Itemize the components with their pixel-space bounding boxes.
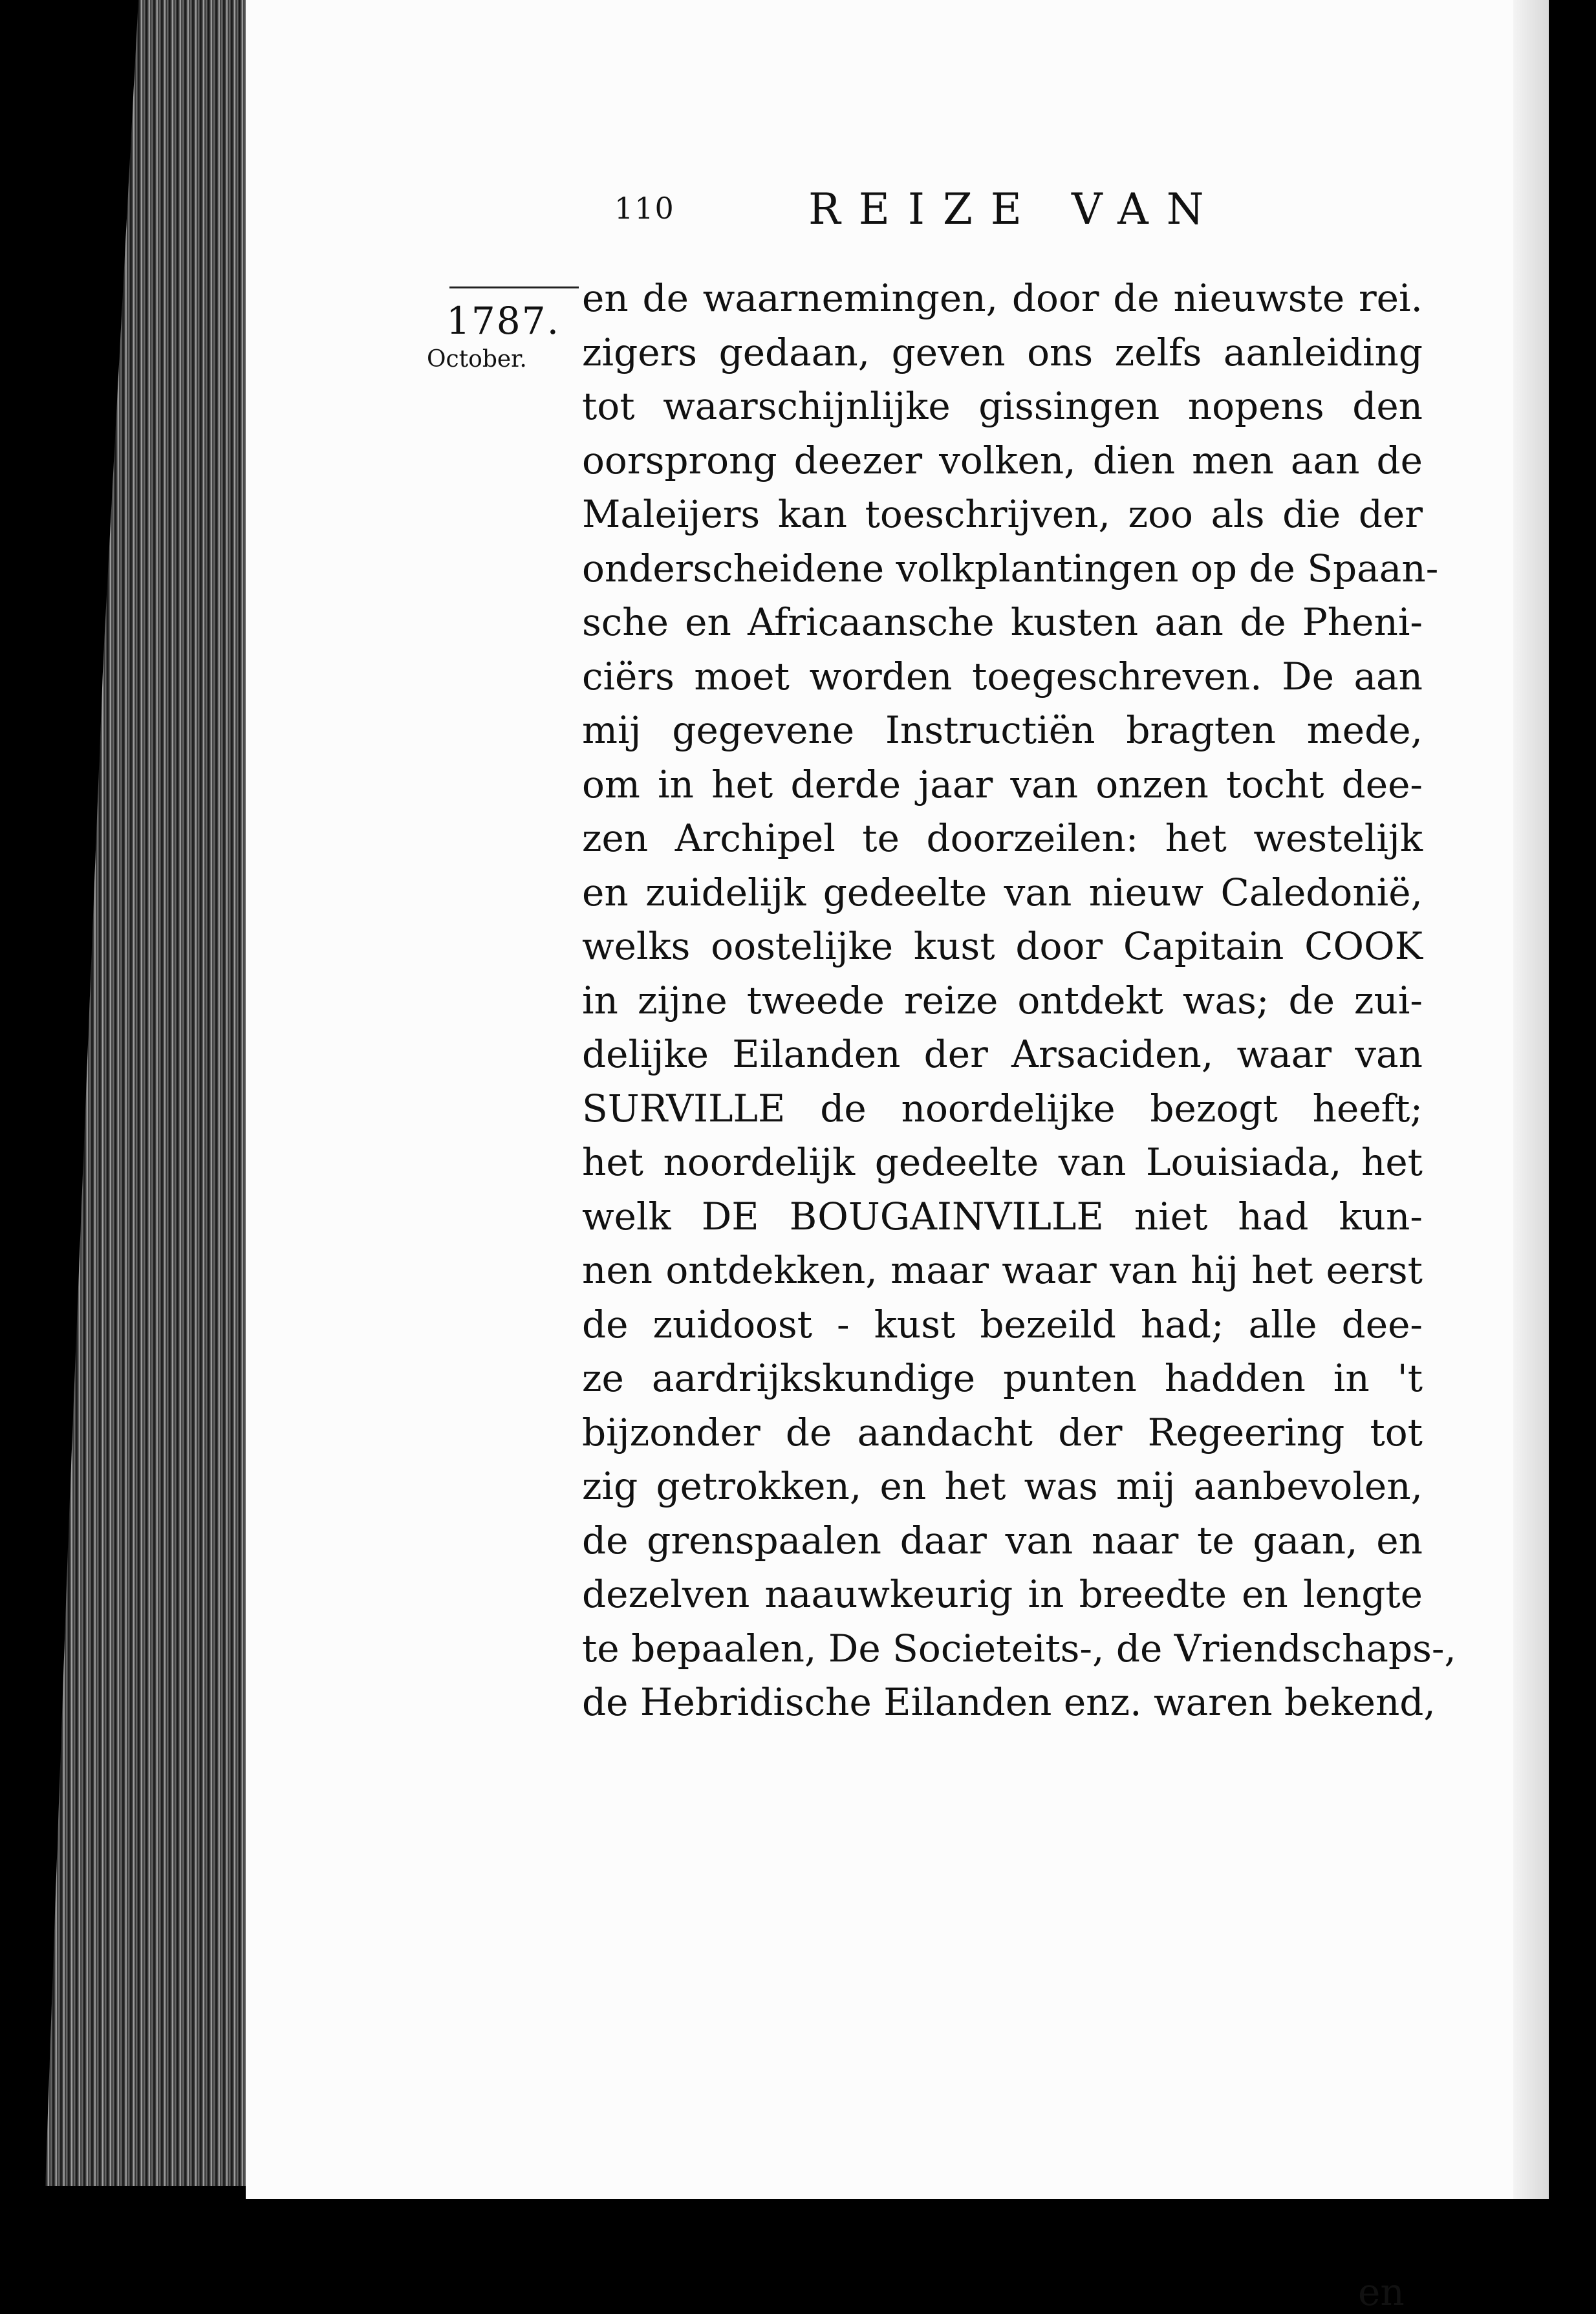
- text-line: te bepaalen, De Societeits-, de Vriendschaps-,: [582, 1626, 1456, 1671]
- text-line: tot waarschijnlijke gissingen nopens den: [582, 384, 1423, 428]
- text-line: zig getrokken, en het was mij aanbevolen,: [582, 1464, 1423, 1508]
- margin-note-year: 1787.: [446, 299, 561, 343]
- text-line: zen Archipel te doorzeilen: het westelijk: [582, 816, 1423, 860]
- text-line: nen ontdekken, maar waar van hij het eerst: [582, 1248, 1423, 1292]
- text-line: de zuidoost - kust bezeild had; alle dee-: [582, 1302, 1423, 1346]
- text-line: welks oostelijke kust door Capitain COOK: [582, 924, 1423, 968]
- catchword: en: [1358, 2270, 1405, 2314]
- margin-rule: [449, 287, 579, 288]
- text-line: en de waarnemingen, door de nieuwste rei.: [582, 276, 1423, 320]
- text-line: de grenspaalen daar van naar te gaan, en: [582, 1518, 1423, 1562]
- text-line: zigers gedaan, geven ons zelfs aanleiding: [582, 330, 1423, 374]
- margin-note-month: October.: [427, 346, 527, 373]
- text-line: bijzonder de aandacht der Regeering tot: [582, 1410, 1423, 1454]
- text-line: Maleijers kan toeschrijven, zoo als die der: [582, 492, 1423, 536]
- text-line: SURVILLE de noordelijke bezogt heeft;: [582, 1086, 1423, 1130]
- page-gutter: [1513, 0, 1549, 2231]
- scan-border-right: [1549, 0, 1596, 2297]
- text-line: dezelven naauwkeurig in breedte en lengte: [582, 1572, 1423, 1616]
- text-line: mij gegevene Instructiën bragten mede,: [582, 708, 1423, 752]
- text-line: in zijne tweede reize ontdekt was; de zui-: [582, 978, 1423, 1022]
- book-page-edges: [45, 0, 278, 2186]
- text-line: en zuidelijk gedeelte van nieuw Caledonië,: [582, 870, 1423, 914]
- text-line: delijke Eilanden der Arsaciden, waar van: [582, 1032, 1423, 1076]
- text-line: ze aardrijkskundige punten hadden in 't: [582, 1356, 1423, 1400]
- text-line: sche en Africaansche kusten aan de Pheni-: [582, 600, 1423, 644]
- text-line: het noordelijk gedeelte van Louisiada, het: [582, 1140, 1423, 1184]
- text-line: om in het derde jaar van onzen tocht dee-: [582, 762, 1423, 806]
- text-line: de Hebridische Eilanden enz. waren bekend,: [582, 1680, 1436, 1724]
- text-line: onderscheidene volkplantingen op de Spaan-: [582, 546, 1439, 590]
- text-line: ciërs moet worden toegeschreven. De aan: [582, 654, 1423, 698]
- scan-border-bottom: [0, 2199, 1596, 2297]
- running-title: REIZE VAN: [808, 184, 1222, 234]
- text-line: welk DE BOUGAINVILLE niet had kun-: [582, 1194, 1423, 1238]
- body-text: [582, 272, 1456, 1730]
- page-number: 110: [614, 191, 675, 226]
- text-line: oorsprong deezer volken, dien men aan de: [582, 438, 1423, 482]
- page-header: [614, 184, 1235, 249]
